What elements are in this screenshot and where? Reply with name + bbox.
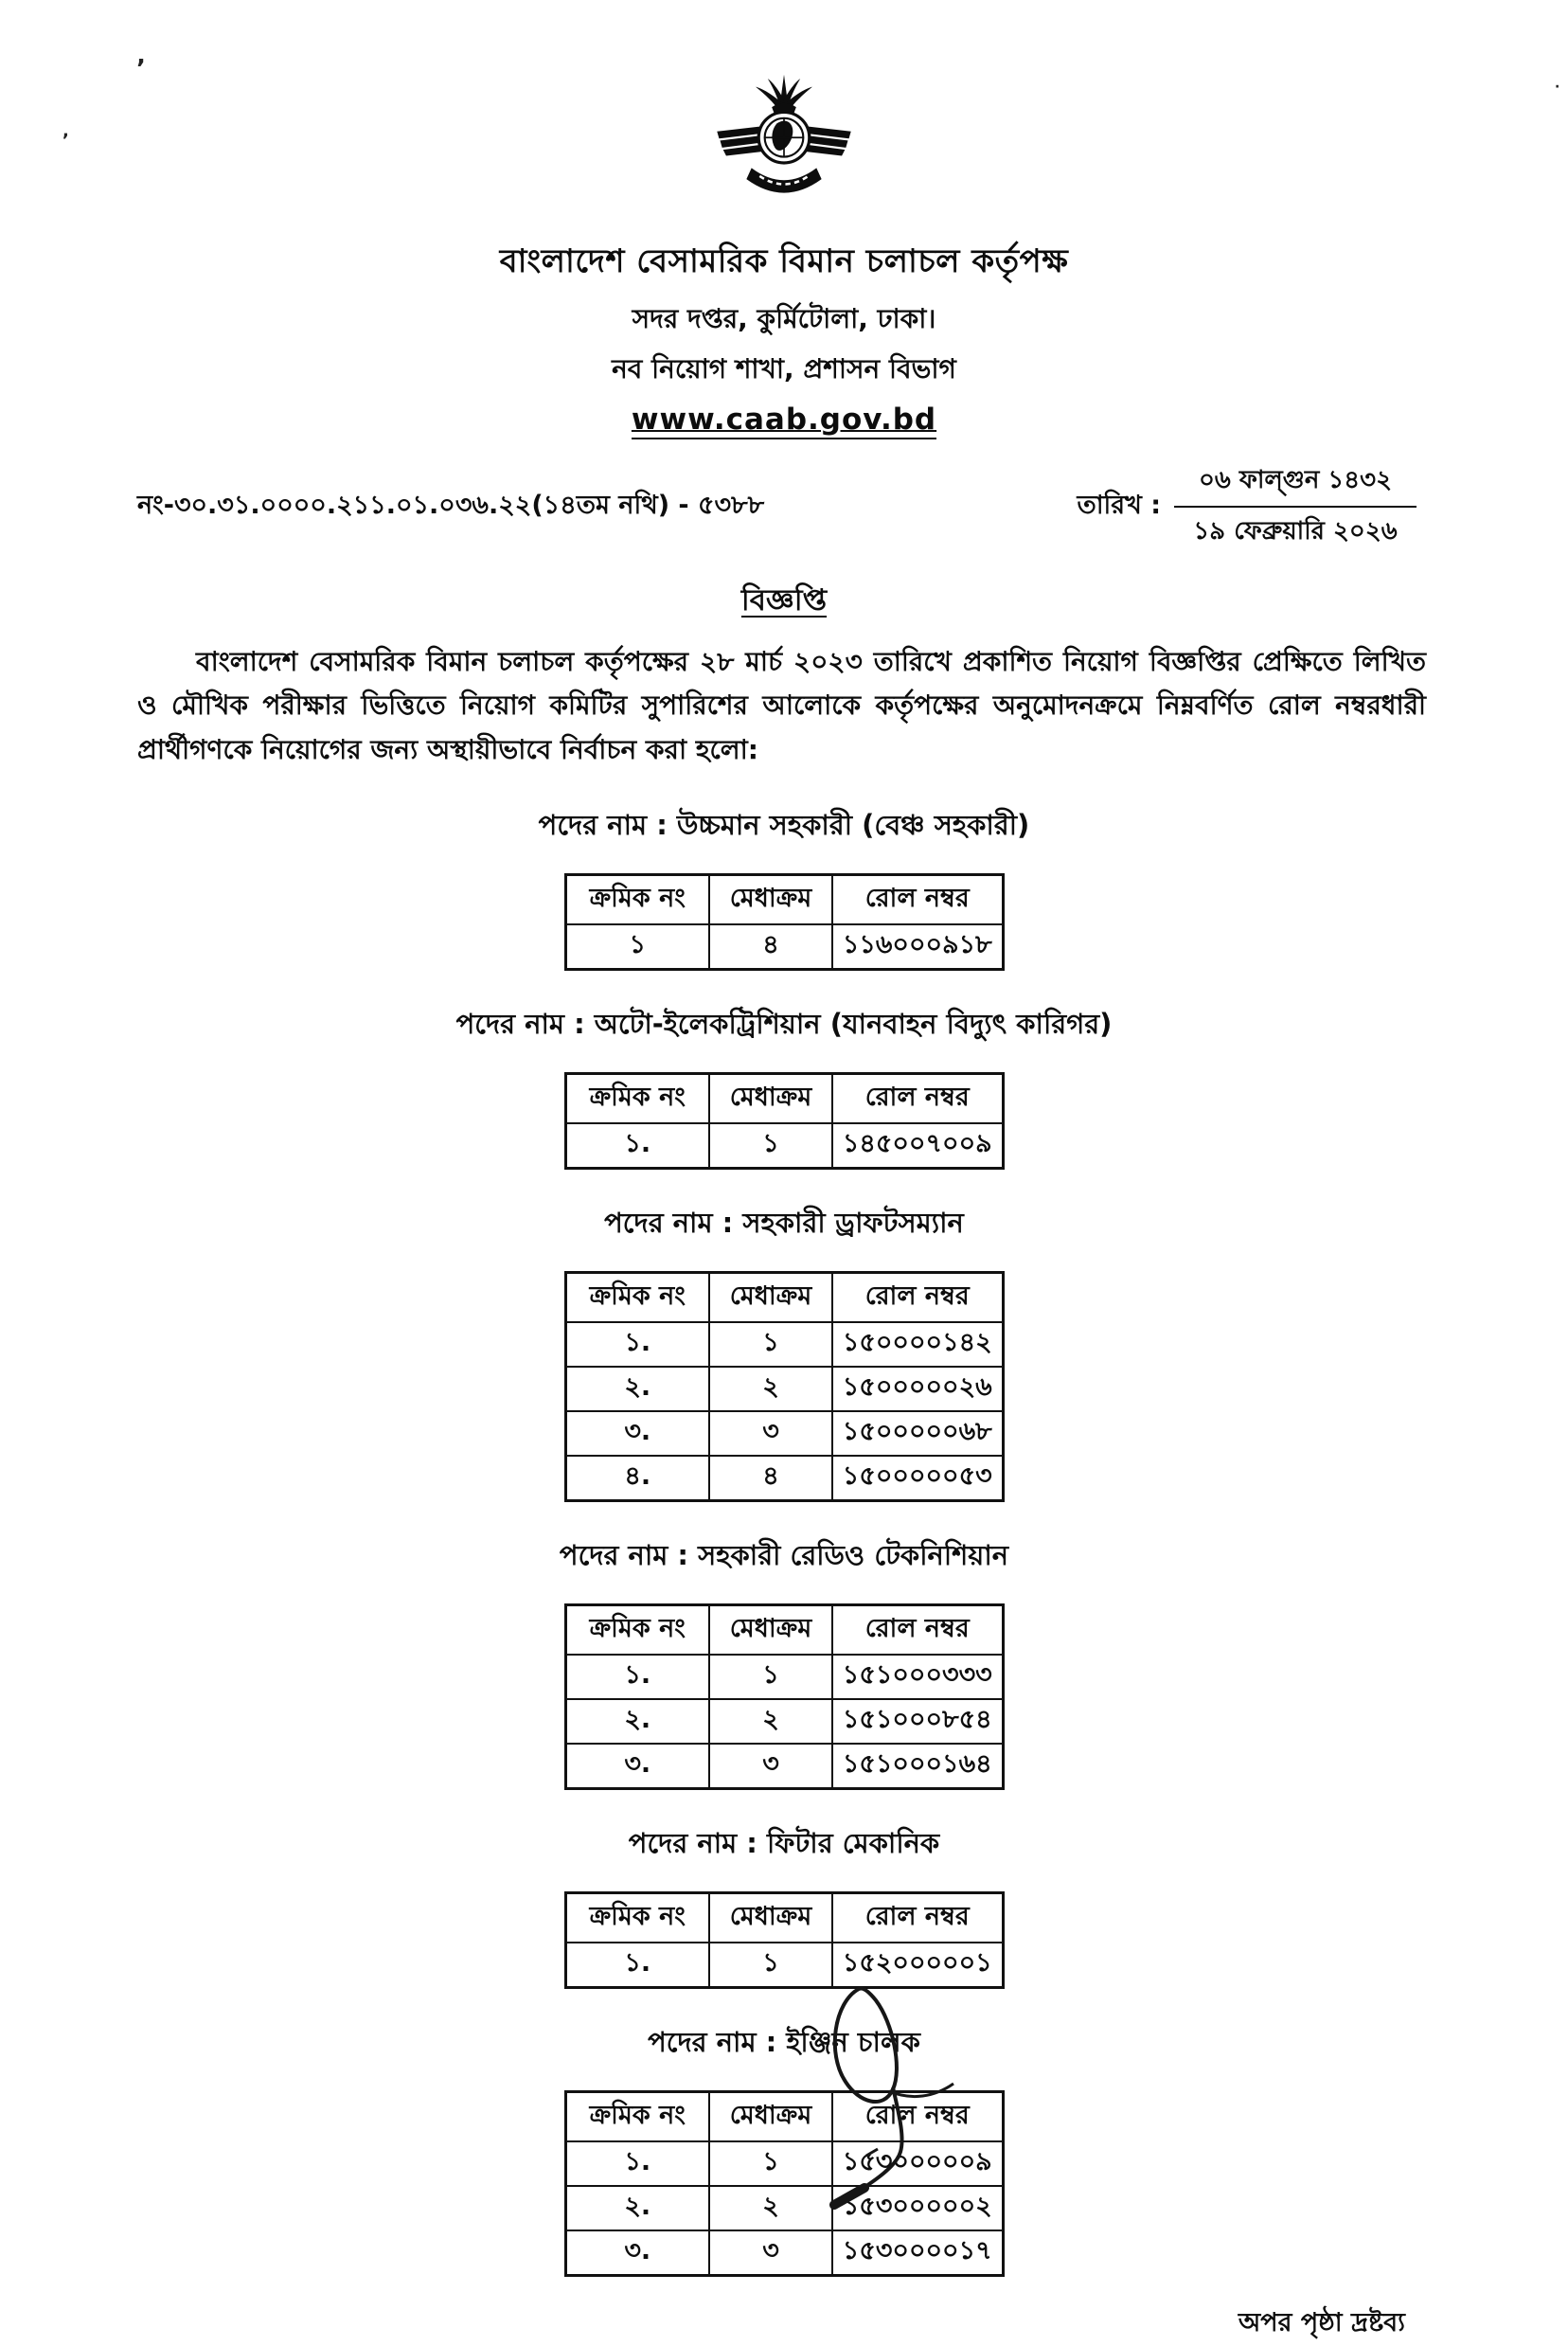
serial-header: ক্রমিক নং: [565, 1273, 709, 1323]
roll-cell: ১৪৫০০৭০০৯: [832, 1123, 1003, 1169]
post-section: [0, 804, 1568, 971]
head-office-line: সদর দপ্তর, কুর্মিটোলা, ঢাকা।: [632, 303, 936, 334]
date-label: তারিখ :: [1077, 490, 1162, 520]
letterhead: [0, 0, 1568, 439]
merit-header: মেধাক্রম: [709, 2092, 832, 2142]
post-section: [0, 1202, 1568, 1502]
roll-cell: ১৫১০০০৩৩৩: [832, 1655, 1003, 1699]
date-gregorian: ১৯ ফেব্রুয়ারি ২০২৬: [1193, 517, 1398, 546]
merit-cell: ২: [709, 1367, 832, 1411]
table-header-row: [565, 1605, 1003, 1656]
see-next-page-note: অপর পৃষ্ঠা দ্রষ্টব্য: [1238, 2308, 1405, 2338]
serial-cell: ২.: [565, 1367, 709, 1411]
roll-cell: ১৫০০০০০৫৩: [832, 1456, 1003, 1501]
notice-title: বিজ্ঞপ্তি: [740, 583, 828, 618]
roll-cell: ১৫৩০০০০০২: [832, 2186, 1003, 2230]
serial-cell: ৩.: [565, 1744, 709, 1789]
website-text: www.caab.gov.bd: [632, 403, 936, 439]
roll-header: রোল নম্বর: [832, 1273, 1003, 1323]
merit-header: মেধাক্রম: [709, 1893, 832, 1943]
post-section: [0, 1003, 1568, 1170]
serial-cell: ১.: [565, 1123, 709, 1169]
table-row: [565, 2230, 1003, 2276]
merit-header: মেধাক্রম: [709, 1273, 832, 1323]
table-header-row: [565, 875, 1003, 925]
date-stack: [1174, 460, 1417, 553]
results-table: [564, 873, 1005, 971]
results-table: [564, 1603, 1005, 1790]
organization-name: বাংলাদেশ বেসামরিক বিমান চলাচল কর্তৃপক্ষ: [499, 242, 1069, 280]
scan-artifact-mark: ,: [62, 121, 69, 141]
post-section: [0, 1822, 1568, 1989]
results-table: [564, 1271, 1005, 1502]
table-header-row: [565, 1273, 1003, 1323]
serial-cell: ৩.: [565, 1411, 709, 1456]
table-row: [565, 1367, 1003, 1411]
roll-cell: ১৫০০০০১৪২: [832, 1322, 1003, 1367]
serial-header: ক্রমিক নং: [565, 875, 709, 925]
merit-cell: ৩: [709, 2230, 832, 2276]
merit-cell: ১: [709, 1322, 832, 1367]
table-row: [565, 1123, 1003, 1169]
post-name-label: পদের নাম : উচ্চমান সহকারী (বেঞ্চ সহকারী): [538, 809, 1030, 842]
merit-cell: ৪: [709, 1456, 832, 1501]
serial-cell: ১: [565, 924, 709, 970]
serial-cell: ১.: [565, 1322, 709, 1367]
post-name-label: পদের নাম : ইঞ্জিন চালক: [648, 2026, 920, 2059]
roll-cell: ১৫১০০০৮৫৪: [832, 1699, 1003, 1744]
post-name-label: পদের নাম : ফিটার মেকানিক: [628, 1827, 940, 1860]
serial-header: ক্রমিক নং: [565, 1074, 709, 1124]
merit-cell: ৪: [709, 924, 832, 970]
merit-cell: ১: [709, 1655, 832, 1699]
caab-emblem-logo: [0, 72, 1568, 231]
roll-cell: ১৫০০০০০২৬: [832, 1367, 1003, 1411]
roll-cell: ১৫২০০০০০১: [832, 1943, 1003, 1988]
table-row: [565, 924, 1003, 970]
roll-cell: ১৫১০০০১৬৪: [832, 1744, 1003, 1789]
roll-header: রোল নম্বর: [832, 1605, 1003, 1656]
table-header-row: [565, 1074, 1003, 1124]
table-row: [565, 1699, 1003, 1744]
merit-header: মেধাক্রম: [709, 1074, 832, 1124]
merit-header: মেধাক্রম: [709, 875, 832, 925]
branch-line: নব নিয়োগ শাখা, প্রশাসন বিভাগ: [612, 353, 956, 385]
serial-cell: ২.: [565, 1699, 709, 1744]
table-row: [565, 1655, 1003, 1699]
signature-squiggle: [810, 1970, 1113, 2216]
table-row: [565, 1322, 1003, 1367]
table-header-row: [565, 1893, 1003, 1943]
table-row: [565, 1744, 1003, 1789]
notice-body-paragraph: বাংলাদেশ বেসামরিক বিমান চলাচল কর্তৃপক্ষের ২৮ মার্চ ২০২৩ তারিখে প্রকাশিত নিয়োগ বিজ্ঞপ্তির প্রেক্ষিতে লিখিত ও মৌখিক পরীক্ষার ভিত্তিতে নিয়োগ কমিটির সুপারিশের আলোকে কর্তৃপক্ষের অনুমোদনক্রমে নিম্নবর্ণিত রোল নম্বরধারী প্রার্থীগণকে নিয়োগের জন্য অস্থায়ীভাবে নির্বাচন করা হলো:: [137, 646, 1426, 765]
post-section: [0, 2021, 1568, 2277]
post-name-label: পদের নাম : অটো-ইলেকট্রিশিয়ান (যানবাহন বিদ্যুৎ কারিগর): [455, 1008, 1113, 1041]
roll-header: রোল নম্বর: [832, 1893, 1003, 1943]
roll-header: রোল নম্বর: [832, 1074, 1003, 1124]
reference-row: [0, 460, 1568, 553]
date-block: [1077, 460, 1417, 553]
serial-cell: ২.: [565, 2186, 709, 2230]
scan-artifact-mark: ’: [136, 55, 146, 83]
pen-stroke-icon: [810, 1970, 1113, 2212]
table-row: [565, 1456, 1003, 1501]
merit-cell: ১: [709, 2141, 832, 2186]
roll-header: রোল নম্বর: [832, 2092, 1003, 2142]
serial-cell: ১.: [565, 1655, 709, 1699]
merit-cell: ৩: [709, 1744, 832, 1789]
caab-emblem-icon: [713, 72, 855, 225]
serial-cell: ৩.: [565, 2230, 709, 2276]
serial-header: ক্রমিক নং: [565, 1893, 709, 1943]
merit-cell: ৩: [709, 1411, 832, 1456]
scan-artifact-mark: ·: [1555, 80, 1560, 95]
serial-cell: ৪.: [565, 1456, 709, 1501]
post-name-label: পদের নাম : সহকারী ড্রাফটসম্যান: [604, 1207, 964, 1240]
merit-cell: ২: [709, 2186, 832, 2230]
serial-cell: ১.: [565, 1943, 709, 1988]
roll-cell: ১১৬০০০৯১৮: [832, 924, 1003, 970]
merit-cell: ১: [709, 1123, 832, 1169]
post-name-label: পদের নাম : সহকারী রেডিও টেকনিশিয়ান: [559, 1539, 1009, 1572]
table-row: [565, 1411, 1003, 1456]
merit-cell: ২: [709, 1699, 832, 1744]
serial-header: ক্রমিক নং: [565, 2092, 709, 2142]
roll-header: রোল নম্বর: [832, 875, 1003, 925]
post-section: [0, 1534, 1568, 1790]
serial-header: ক্রমিক নং: [565, 1605, 709, 1656]
merit-header: মেধাক্রম: [709, 1605, 832, 1656]
roll-cell: ১৫৩০০০০১৭: [832, 2230, 1003, 2276]
roll-cell: ১৫৩০০০০০৯: [832, 2141, 1003, 2186]
date-bangla: ০৬ ফাল্গুন ১৪৩২: [1174, 460, 1417, 508]
memo-number: নং-৩০.৩১.০০০০.২১১.০১.০৩৬.২২(১৪তম নথি) - ৫৩৮৮: [137, 490, 765, 520]
serial-cell: ১.: [565, 2141, 709, 2186]
roll-cell: ১৫০০০০০৬৮: [832, 1411, 1003, 1456]
results-table: [564, 1072, 1005, 1170]
merit-cell: ১: [709, 1943, 832, 1988]
